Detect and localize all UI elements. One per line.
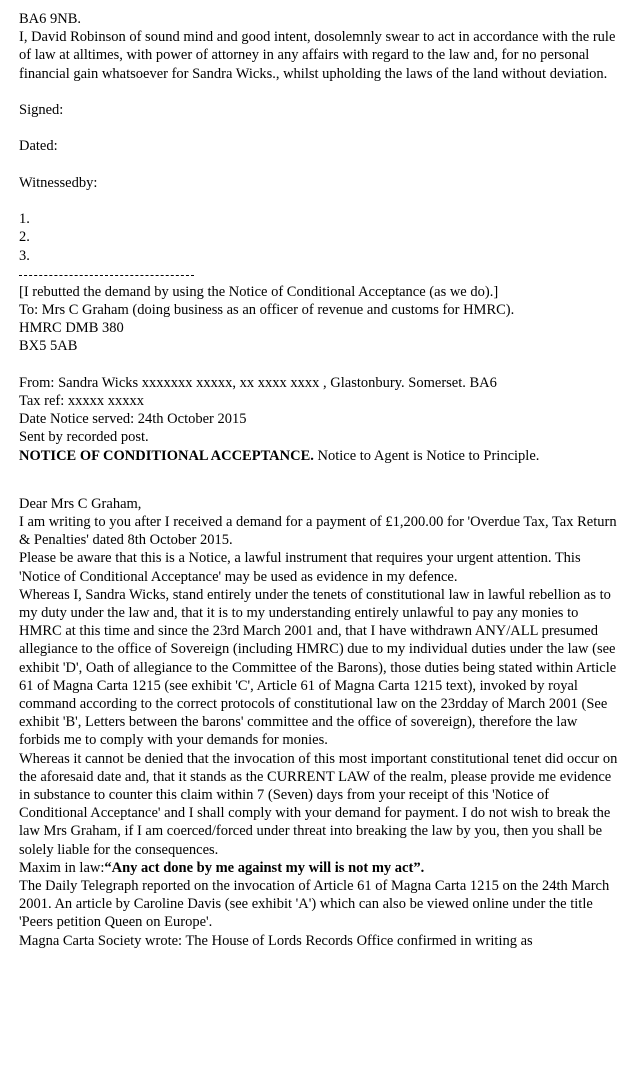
maxim-label: Maxim in law: (19, 859, 105, 876)
letter-paragraph: I am writing to you after I received a demand for a payment of £1,200.00 for 'Overdue Tax, Tax Return & Penalties' dated 8th October 2015. (19, 514, 617, 549)
witness-item: 2. (19, 229, 30, 246)
maxim-line (19, 859, 618, 877)
dated-label: Dated: (19, 138, 58, 155)
letter-paragraph: Magna Carta Society wrote: The House of Lords Records Office confirmed in writing as (19, 932, 533, 949)
sender-line: From: Sandra Wicks xxxxxxx xxxxx, xx xxxx xxxx , Glastonbury. Somerset. BA6 (19, 374, 497, 391)
sent-by: Sent by recorded post. (19, 429, 149, 446)
notice-heading-bold: NOTICE OF CONDITIONAL ACCEPTANCE. (19, 447, 314, 464)
letter-paragraph: Whereas it cannot be denied that the invocation of this most important constitutional tenet did occur on the aforesaid date and, that it stands as the CURRENT LAW of the realm, please provide me evidence in substance to counter this claim within 7 (Seven) days from your receipt of this 'Notice of Conditional Acceptance' and I shall comply with your demand for payment. I do not wish to break the law Mrs Graham, if I am coerced/forced under threat into breaking the law by you, then you shall be solely liable for the consequences. (19, 750, 618, 858)
postcode-top: BA6 9NB. (19, 11, 82, 27)
witnessed-label: Witnessedby: (19, 174, 98, 191)
tax-reference: Tax ref: xxxxx xxxxx (19, 392, 145, 409)
recipient-line: To: Mrs C Graham (doing business as an officer of revenue and customs for HMRC). (19, 301, 515, 318)
maxim-quote: “Any act done by me against my will is not my act”. (104, 859, 425, 876)
recipient-address-2: BX5 5AB (19, 338, 78, 355)
letter-paragraph: Please be aware that this is a Notice, a lawful instrument that requires your urgent attention. This 'Notice of Conditional Acceptance' may be used as evidence in my defence. (19, 550, 581, 585)
oath-paragraph: I, David Robinson of sound mind and good intent, dosolemnly swear to act in accordance with the rule of law at alltimes, with power of attorney in any affairs with regard to the law and, for no personal financial gain whatsoever for Sandra Wicks., whilst upholding the laws of the land without deviation. (19, 29, 616, 82)
notice-heading-rest: Notice to Agent is Notice to Principle. (313, 447, 540, 464)
letter-paragraph: The Daily Telegraph reported on the invocation of Article 61 of Magna Carta 1215 on the 24th March 2001. An article by Caroline Davis (see exhibit 'A') which can also be viewed online under the title 'Peers petition Queen on Europe'. (19, 878, 610, 931)
date-served: Date Notice served: 24th October 2015 (19, 411, 247, 428)
witness-list (19, 210, 618, 265)
witness-item: 3. (19, 247, 30, 264)
salutation: Dear Mrs C Graham, (19, 495, 142, 512)
signed-label: Signed: (19, 102, 64, 118)
notice-heading (19, 447, 618, 465)
rebutted-note: [I rebutted the demand by using the Notice of Conditional Acceptance (as we do).] (19, 283, 499, 300)
letter-paragraph: Whereas I, Sandra Wicks, stand entirely under the tenets of constitutional law in lawful rebellion as to my duty under the law and, that it is to my understanding entirely unlawful to pay any monies to HMRC at this time and since the 23rd March 2001 and, that I have withdrawn ANY/ALL presumed allegiance to the office of Sovereign (including HMRC) due to my individual duties under the law (see exhibit 'D', Oath of allegiance to the Committee of the Barons), those duties being stated within Article 61 of Magna Carta 1215 (see exhibit 'C', Article 61 of Magna Carta 1215 text), invoked by royal command according to the correct protocols of constitutional law on the 23rdday of March 2001 (See exhibit 'B', Letters between the barons' committee and the office of sovereign), therefore the law forbids me to comply with your demands for monies. (19, 586, 617, 749)
dashed-divider (19, 275, 194, 276)
recipient-address-1: HMRC DMB 380 (19, 320, 124, 337)
witness-item: 1. (19, 211, 30, 228)
